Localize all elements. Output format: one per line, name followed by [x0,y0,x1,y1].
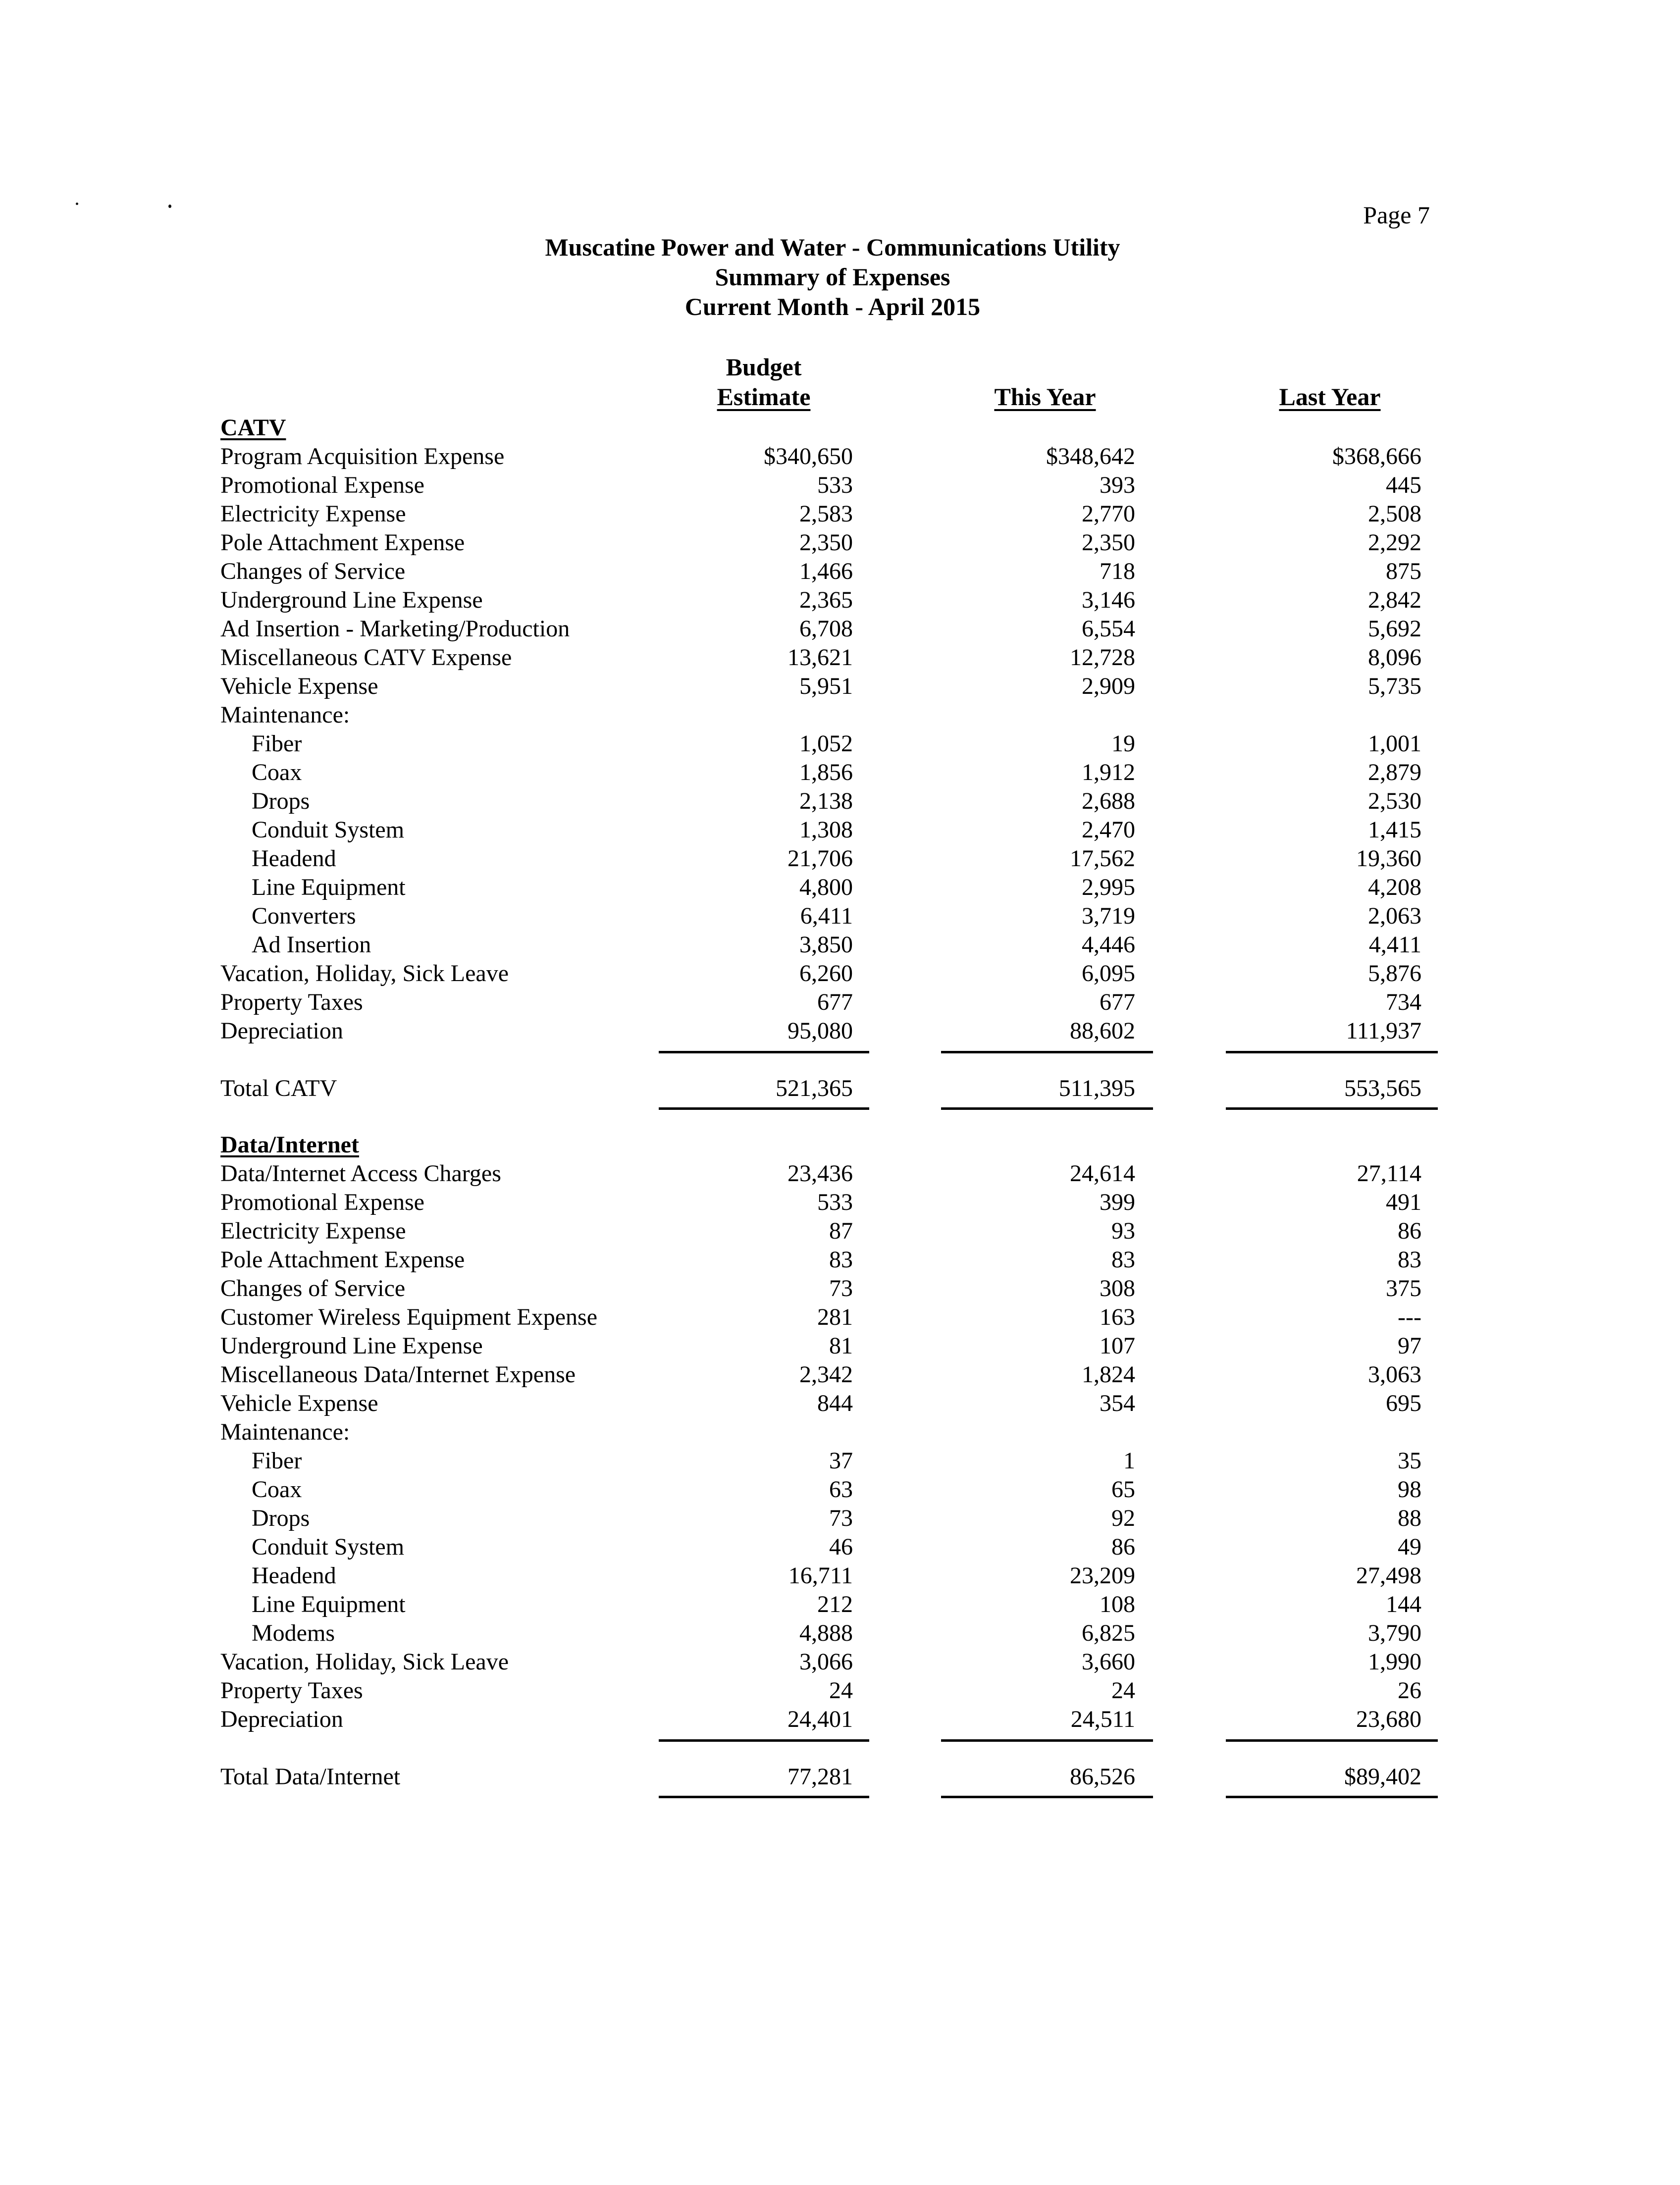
table-row [0,873,1680,902]
report-subtitle [0,262,1680,291]
last-year-value: 2,508 [1368,501,1421,527]
last-year-value: 2,063 [1368,903,1421,929]
table-row [0,643,1680,672]
this-year-value: 3,719 [1082,903,1135,929]
budget-value: 6,708 [799,616,853,642]
row-label: Conduit System [252,817,405,843]
last-year-value: 23,680 [1356,1706,1421,1732]
last-year-value: 5,735 [1368,673,1421,699]
budget-value: 677 [817,989,853,1015]
last-year-total: 553,565 [1344,1075,1421,1101]
total-rule [659,1107,869,1110]
this-year-value: 6,095 [1082,960,1135,987]
this-year-value: 65 [1111,1476,1135,1503]
row-label: Maintenance: [220,702,350,728]
this-year-value: 19 [1111,730,1135,757]
budget-value: 281 [817,1304,853,1330]
this-year-value: 393 [1100,472,1135,498]
table-row [0,1246,1680,1274]
table-row [0,442,1680,471]
last-year-value: 2,879 [1368,759,1421,785]
this-year-value: 108 [1100,1591,1135,1617]
this-year-value: 6,825 [1082,1620,1135,1646]
maintenance-subheading [0,701,1680,729]
this-year-value: 2,688 [1082,788,1135,814]
table-row [0,729,1680,758]
table-row [0,816,1680,844]
column-header-this-year-text: This Year [994,383,1096,411]
last-year-value: 49 [1398,1534,1421,1560]
table-row [0,1274,1680,1303]
this-year-value: $348,642 [1046,443,1135,469]
last-year-value: 734 [1386,989,1421,1015]
last-year-value: 19,360 [1356,845,1421,872]
this-year-value: 24,614 [1070,1160,1135,1187]
last-year-value: 88 [1398,1505,1421,1531]
row-label: Miscellaneous Data/Internet Expense [220,1361,576,1388]
row-label: Underground Line Expense [220,1333,483,1359]
section-heading-data-internet [0,1131,1680,1159]
last-year-value: 491 [1386,1189,1421,1215]
this-year-value: 24 [1111,1677,1135,1704]
subtotal-rule [659,1051,869,1053]
this-year-value: 354 [1100,1390,1135,1416]
last-year-value: 83 [1398,1247,1421,1273]
table-row [0,586,1680,615]
maintenance-subheading [0,1418,1680,1447]
this-year-value: 2,770 [1082,501,1135,527]
table-row [0,1561,1680,1590]
last-year-value: 1,415 [1368,817,1421,843]
last-year-value: 5,692 [1368,616,1421,642]
table-row [0,1475,1680,1504]
table-row [0,1360,1680,1389]
row-label: Drops [252,788,310,814]
this-year-value: 107 [1100,1333,1135,1359]
section-heading-label: Data/Internet [220,1132,359,1158]
budget-value: 1,052 [799,730,853,757]
column-header-budget [660,382,868,411]
this-year-value: 3,660 [1082,1649,1135,1675]
row-label: Customer Wireless Equipment Expense [220,1304,598,1330]
row-label: Ad Insertion - Marketing/Production [220,616,570,642]
budget-value: 6,260 [799,960,853,987]
budget-value: 844 [817,1390,853,1416]
this-year-value: 2,909 [1082,673,1135,699]
subtotal-rule [1226,1051,1438,1053]
row-label: Maintenance: [220,1419,350,1445]
budget-value: 81 [829,1333,853,1359]
this-year-value: 677 [1100,989,1135,1015]
last-year-value: 445 [1386,472,1421,498]
budget-value: 63 [829,1476,853,1503]
this-year-value: 24,511 [1070,1706,1135,1732]
row-label: Data/Internet Access Charges [220,1160,501,1187]
this-year-value: 93 [1111,1218,1135,1244]
row-label: Electricity Expense [220,501,406,527]
section-heading-label: CATV [220,415,286,441]
row-label: Fiber [252,730,302,757]
last-year-value: 1,001 [1368,730,1421,757]
total-row-data-internet [0,1763,1680,1791]
row-label: Pole Attachment Expense [220,1247,465,1273]
budget-value: 1,466 [799,558,853,584]
row-label: Converters [252,903,356,929]
row-label: Promotional Expense [220,1189,424,1215]
budget-value: 4,800 [799,874,853,900]
column-header-budget-text: Estimate [717,383,811,411]
last-year-value: 97 [1398,1333,1421,1359]
row-label: Miscellaneous CATV Expense [220,644,512,671]
row-label: Depreciation [220,1018,343,1044]
budget-value: 212 [817,1591,853,1617]
budget-value: 46 [829,1534,853,1560]
this-year-value: 399 [1100,1189,1135,1215]
row-label: Conduit System [252,1534,405,1560]
last-year-value: 26 [1398,1677,1421,1704]
row-label: Pole Attachment Expense [220,529,465,556]
row-label: Line Equipment [252,1591,406,1617]
this-year-value: 2,470 [1082,817,1135,843]
budget-value: 4,888 [799,1620,853,1646]
this-year-value: 12,728 [1070,644,1135,671]
this-year-value: 92 [1111,1505,1135,1531]
last-year-value: 2,842 [1368,587,1421,613]
budget-value: 1,308 [799,817,853,843]
budget-value: 2,365 [799,587,853,613]
last-year-value: 875 [1386,558,1421,584]
total-rule [659,1796,869,1798]
last-year-value: 3,790 [1368,1620,1421,1646]
budget-total: 77,281 [788,1764,853,1790]
last-year-value: 35 [1398,1448,1421,1474]
this-year-value: 1,824 [1082,1361,1135,1388]
budget-value: 83 [829,1247,853,1273]
total-label: Total CATV [220,1075,337,1101]
last-year-value: 144 [1386,1591,1421,1617]
table-row [0,1217,1680,1246]
budget-value: 87 [829,1218,853,1244]
row-label: Vacation, Holiday, Sick Leave [220,1649,509,1675]
this-year-value: 6,554 [1082,616,1135,642]
budget-value: 2,138 [799,788,853,814]
scan-speck [168,205,171,208]
table-row [0,1017,1680,1045]
row-label: Modems [252,1620,335,1646]
last-year-value: 2,530 [1368,788,1421,814]
row-label: Changes of Service [220,1275,406,1301]
last-year-value: $368,666 [1332,443,1421,469]
table-row [0,1705,1680,1734]
subtotal-rule [941,1739,1153,1742]
this-year-value: 2,350 [1082,529,1135,556]
budget-value: 23,436 [788,1160,853,1187]
table-row [0,1332,1680,1360]
budget-total: 521,365 [776,1075,853,1101]
table-row [0,1590,1680,1619]
table-row [0,528,1680,557]
table-row [0,1504,1680,1533]
row-label: Property Taxes [220,989,363,1015]
table-row [0,787,1680,816]
this-year-value: 88,602 [1070,1018,1135,1044]
row-label: Line Equipment [252,874,406,900]
row-label: Property Taxes [220,1677,363,1704]
last-year-value: 695 [1386,1390,1421,1416]
last-year-value: 5,876 [1368,960,1421,987]
budget-value: 533 [817,1189,853,1215]
table-row [0,988,1680,1017]
column-header-budget-top: Budget [726,353,802,381]
report-title-text: Muscatine Power and Water - Communications Utility [545,233,1120,261]
row-label: Fiber [252,1448,302,1474]
row-label: Vehicle Expense [220,673,378,699]
scan-speck [76,203,78,205]
row-label: Vehicle Expense [220,1390,378,1416]
budget-value: 21,706 [788,845,853,872]
last-year-value: 98 [1398,1476,1421,1503]
row-label: Drops [252,1505,310,1531]
this-year-value: 4,446 [1082,932,1135,958]
budget-value: 5,951 [799,673,853,699]
budget-value: 2,583 [799,501,853,527]
this-year-value: 3,146 [1082,587,1135,613]
last-year-value: 1,990 [1368,1649,1421,1675]
this-year-value: 83 [1111,1247,1135,1273]
table-row [0,844,1680,873]
table-row [0,1648,1680,1676]
last-year-value: 8,096 [1368,644,1421,671]
budget-value: 2,350 [799,529,853,556]
table-row [0,1619,1680,1648]
table-row [0,1447,1680,1475]
table-row [0,902,1680,931]
this-year-value: 17,562 [1070,845,1135,872]
last-year-value: 27,114 [1357,1160,1421,1187]
report-period [0,292,1680,321]
this-year-value: 86 [1111,1534,1135,1560]
subtotal-rule [941,1051,1153,1053]
this-year-value: 1 [1123,1448,1135,1474]
budget-value: 24,401 [788,1706,853,1732]
row-label: Electricity Expense [220,1218,406,1244]
table-row [0,1676,1680,1705]
budget-value: 533 [817,472,853,498]
row-label: Headend [252,1562,336,1589]
total-label: Total Data/Internet [220,1764,401,1790]
column-header-last-year [1226,382,1434,411]
table-row [0,1533,1680,1561]
row-label: Headend [252,845,336,872]
last-year-value: 4,411 [1368,932,1421,958]
table-row [0,672,1680,701]
row-label: Changes of Service [220,558,406,584]
table-row [0,1159,1680,1188]
total-rule [941,1107,1153,1110]
table-row [0,615,1680,643]
total-rule [1226,1107,1438,1110]
total-rule [941,1796,1153,1798]
table-row [0,1389,1680,1418]
last-year-value: 3,063 [1368,1361,1421,1388]
table-row [0,1303,1680,1332]
table-row [0,959,1680,988]
this-year-value: 1,912 [1082,759,1135,785]
subtotal-rule [1226,1739,1438,1742]
last-year-value: 111,937 [1346,1018,1421,1044]
budget-value: 1,856 [799,759,853,785]
this-year-total: 86,526 [1070,1764,1135,1790]
budget-value: 6,411 [800,903,853,929]
total-rule [1226,1796,1438,1798]
budget-value: 3,066 [799,1649,853,1675]
last-year-value: 375 [1386,1275,1421,1301]
budget-value: 73 [829,1275,853,1301]
table-row [0,557,1680,586]
budget-value: 13,621 [788,644,853,671]
row-label: Underground Line Expense [220,587,483,613]
last-year-value: 27,498 [1356,1562,1421,1589]
budget-value: 37 [829,1448,853,1474]
last-year-value: --- [1398,1304,1421,1330]
last-year-value: 86 [1398,1218,1421,1244]
budget-value: 73 [829,1505,853,1531]
column-header-last-year-text: Last Year [1279,383,1381,411]
this-year-value: 308 [1100,1275,1135,1301]
total-row-catv [0,1074,1680,1103]
subtotal-rule [659,1739,869,1742]
this-year-total: 511,395 [1058,1075,1135,1101]
row-label: Ad Insertion [252,932,371,958]
budget-value: 3,850 [799,932,853,958]
report-period-text: Current Month - April 2015 [684,293,981,320]
last-year-total: $89,402 [1344,1764,1421,1790]
row-label: Program Acquisition Expense [220,443,505,469]
this-year-value: 718 [1100,558,1135,584]
section-heading-catv [0,414,1680,442]
table-row [0,931,1680,959]
page-number: Page 7 [1363,201,1430,229]
this-year-value: 163 [1100,1304,1135,1330]
last-year-value: 4,208 [1368,874,1421,900]
budget-value: 16,711 [788,1562,853,1589]
this-year-value: 2,995 [1082,874,1135,900]
budget-value: 2,342 [799,1361,853,1388]
budget-value: $340,650 [764,443,853,469]
this-year-value: 23,209 [1070,1562,1135,1589]
row-label: Depreciation [220,1706,343,1732]
table-row [0,471,1680,500]
row-label: Coax [252,759,302,785]
table-row [0,500,1680,528]
last-year-value: 2,292 [1368,529,1421,556]
budget-value: 95,080 [788,1018,853,1044]
table-row [0,758,1680,787]
row-label: Vacation, Holiday, Sick Leave [220,960,509,987]
report-title [0,233,1680,261]
row-label: Promotional Expense [220,472,424,498]
column-header-this-year [941,382,1149,411]
row-label: Coax [252,1476,302,1503]
budget-value: 24 [829,1677,853,1704]
table-row [0,1188,1680,1217]
report-subtitle-text: Summary of Expenses [715,263,950,291]
